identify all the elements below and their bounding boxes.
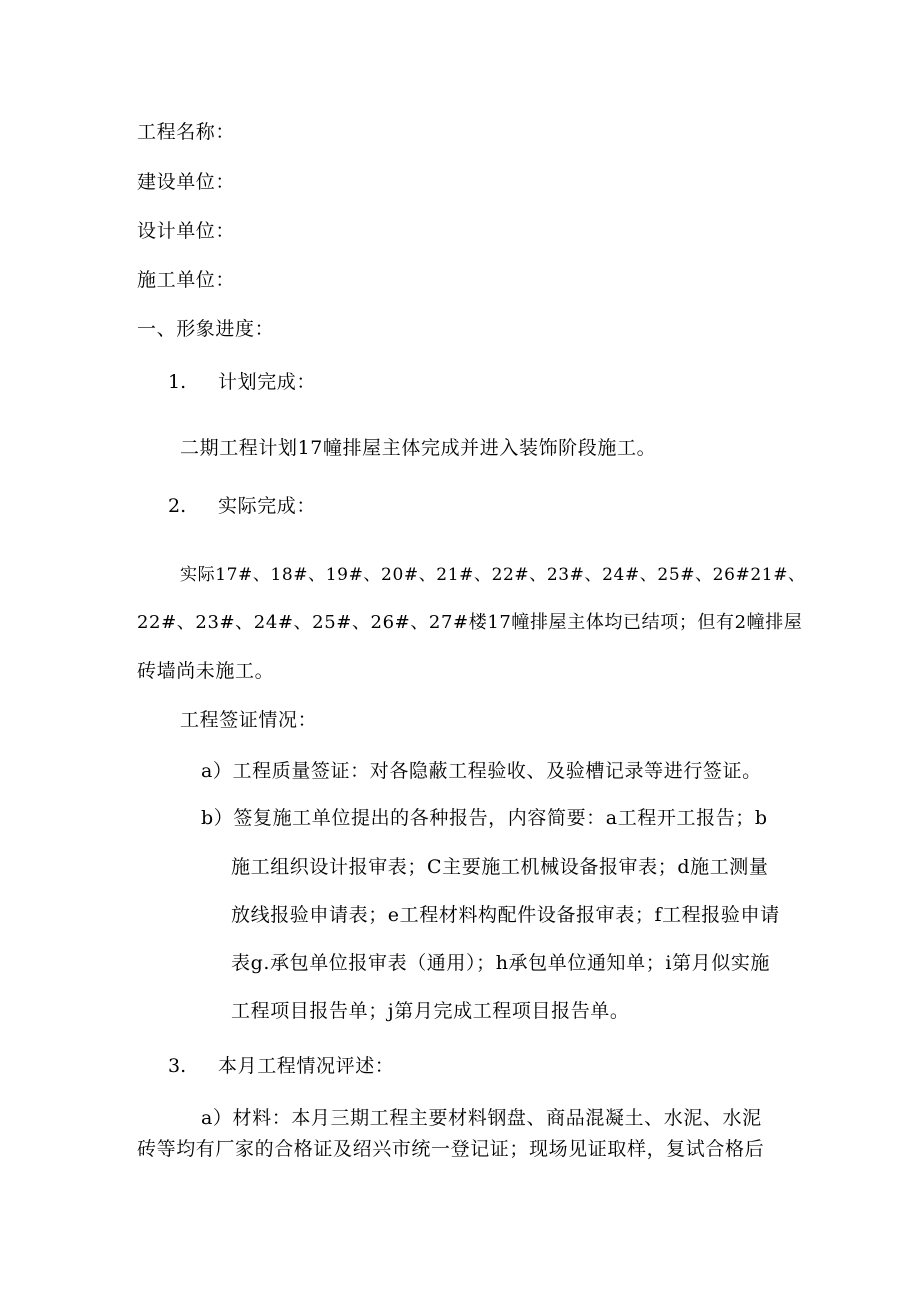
actual-text-line: 实际17#、18#、19#、20#、21#、22#、23#、24#、25#、26#21#、 bbox=[180, 565, 806, 585]
visa-title: 工程签证情况： bbox=[180, 709, 318, 731]
visa-item-b-line: 工程项目报告单；j第月完成工程项目报告单。 bbox=[231, 1000, 630, 1022]
section-title-progress: 一、形象进度： bbox=[137, 318, 275, 340]
visa-item-a: a）工程质量签证：对各隐蔽工程验收、及验槽记录等进行签证。 bbox=[201, 760, 762, 782]
actual-text-line: 砖墙尚未施工。 bbox=[137, 660, 275, 682]
client-label: 建设单位： bbox=[137, 171, 236, 193]
item-title-actual: 实际完成： bbox=[218, 495, 317, 517]
item-number-3: 3. bbox=[168, 1055, 187, 1077]
item-title-planned: 计划完成： bbox=[218, 371, 317, 393]
designer-label: 设计单位： bbox=[137, 220, 236, 242]
visa-item-b-line: 表g.承包单位报审表（通用）；h承包单位通知单；i第月似实施 bbox=[231, 952, 771, 974]
visa-item-b-line: b）签复施工单位提出的各种报告，内容简要：a工程开工报告；b bbox=[201, 807, 768, 829]
visa-item-b-line: 放线报验申请表；e工程材料构配件设备报审表；f工程报验申请 bbox=[231, 904, 780, 926]
review-text-line: a）材料：本月三期工程主要材料钢盘、商品混凝土、水泥、水泥 bbox=[201, 1107, 762, 1129]
planned-text: 二期工程计划17幢排屋主体完成并进入装饰阶段施工。 bbox=[180, 437, 657, 459]
contractor-label: 施工单位： bbox=[137, 269, 236, 291]
item-number-1: 1. bbox=[168, 371, 187, 393]
actual-text-line: 22#、23#、24#、25#、26#、27#楼17幢排屋主体均已结项；但有2幢排屋 bbox=[137, 612, 803, 633]
item-title-review: 本月工程情况评述： bbox=[218, 1055, 395, 1077]
item-number-2: 2. bbox=[168, 495, 187, 517]
review-text-line: 砖等均有厂家的合格证及绍兴市统一登记证；现场见证取样，复试合格后 bbox=[137, 1138, 765, 1160]
project-name-label: 工程名称： bbox=[137, 121, 236, 143]
visa-item-b-line: 施工组织设计报审表；C主要施工机械设备报审表；d施工测量 bbox=[231, 856, 769, 878]
